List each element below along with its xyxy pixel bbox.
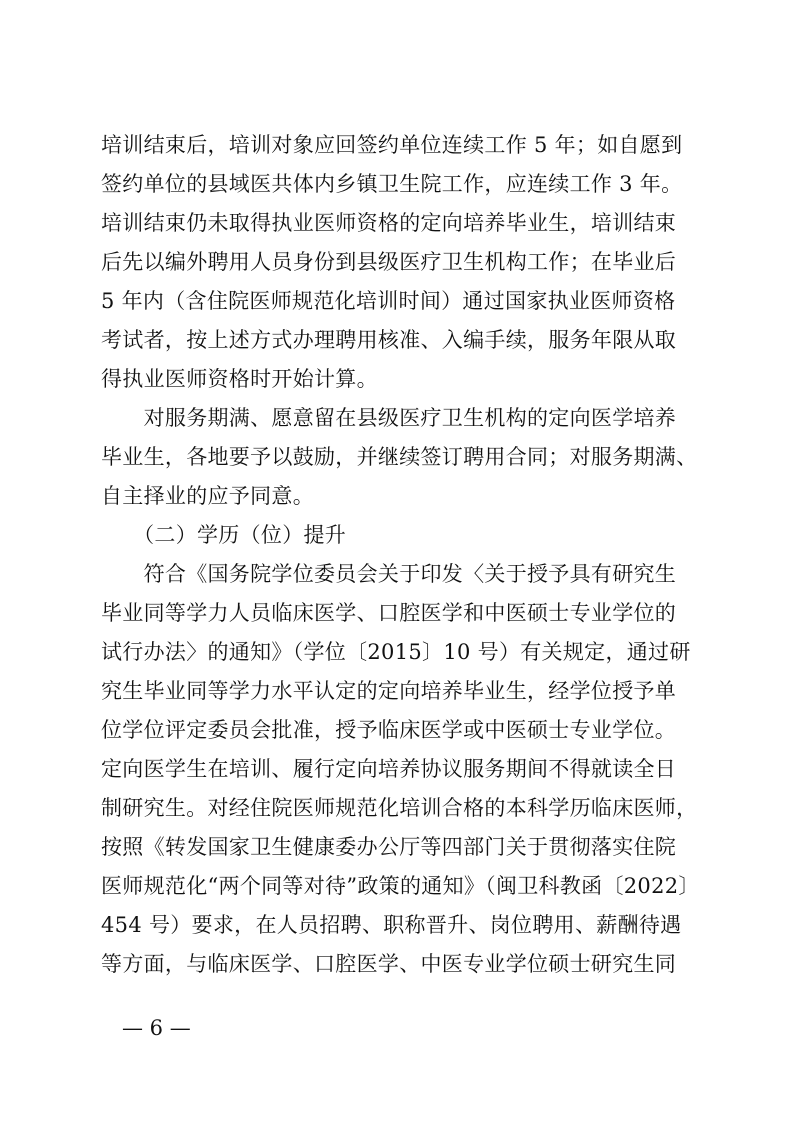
body-line-5: 5 年内（含住院医师规范化培训时间）通过国家执业医师资格 [101, 289, 676, 313]
body-line-12: 符合《国务院学位委员会关于印发〈关于授予具有研究生 [101, 562, 677, 586]
body-line-19: 按照《转发国家卫生健康委办公厅等四部门关于贯彻落实住院 [101, 835, 677, 859]
section-heading: （二）学历（位）提升 [101, 523, 347, 547]
body-line-10: 自主择业的应予同意。 [101, 484, 314, 508]
body-line-3: 培训结束仍未取得执业医师资格的定向培养毕业生，培训结束 [101, 211, 677, 235]
body-line-21: 454 号）要求，在人员招聘、职称晋升、岗位聘用、薪酬待遇 [101, 913, 682, 937]
page-number: — 6 — [122, 1016, 191, 1040]
body-line-14: 试行办法〉的通知》（学位〔2015〕10 号）有关规定，通过研 [101, 640, 691, 664]
body-line-6: 考试者，按上述方式办理聘用核准、入编手续，服务年限从取 [101, 328, 677, 352]
body-line-4: 后先以编外聘用人员身份到县级医疗卫生机构工作；在毕业后 [101, 250, 677, 274]
body-line-15: 究生毕业同等学力水平认定的定向培养毕业生，经学位授予单 [101, 679, 677, 703]
body-line-18: 制研究生。对经住院医师规范化培训合格的本科学历临床医师， [101, 796, 698, 820]
body-line-8: 对服务期满、愿意留在县级医疗卫生机构的定向医学培养 [101, 406, 677, 430]
body-line-13: 毕业同等学力人员临床医学、口腔医学和中医硕士专业学位的 [101, 601, 677, 625]
body-line-20: 医师规范化“两个同等对待”政策的通知》（闽卫科教函〔2022〕 [101, 874, 700, 898]
body-line-17: 定向医学生在培训、履行定向培养协议服务期间不得就读全日 [101, 757, 677, 781]
body-line-2: 签约单位的县域医共体内乡镇卫生院工作，应连续工作 3 年。 [101, 172, 683, 196]
body-line-9: 毕业生，各地要予以鼓励，并继续签订聘用合同；对服务期满、 [101, 445, 698, 469]
body-line-16: 位学位评定委员会批准，授予临床医学或中医硕士专业学位。 [101, 718, 677, 742]
body-line-7: 得执业医师资格时开始计算。 [101, 367, 378, 391]
body-line-1: 培训结束后，培训对象应回签约单位连续工作 5 年；如自愿到 [101, 133, 683, 157]
body-line-22: 等方面，与临床医学、口腔医学、中医专业学位硕士研究生同 [101, 952, 677, 976]
